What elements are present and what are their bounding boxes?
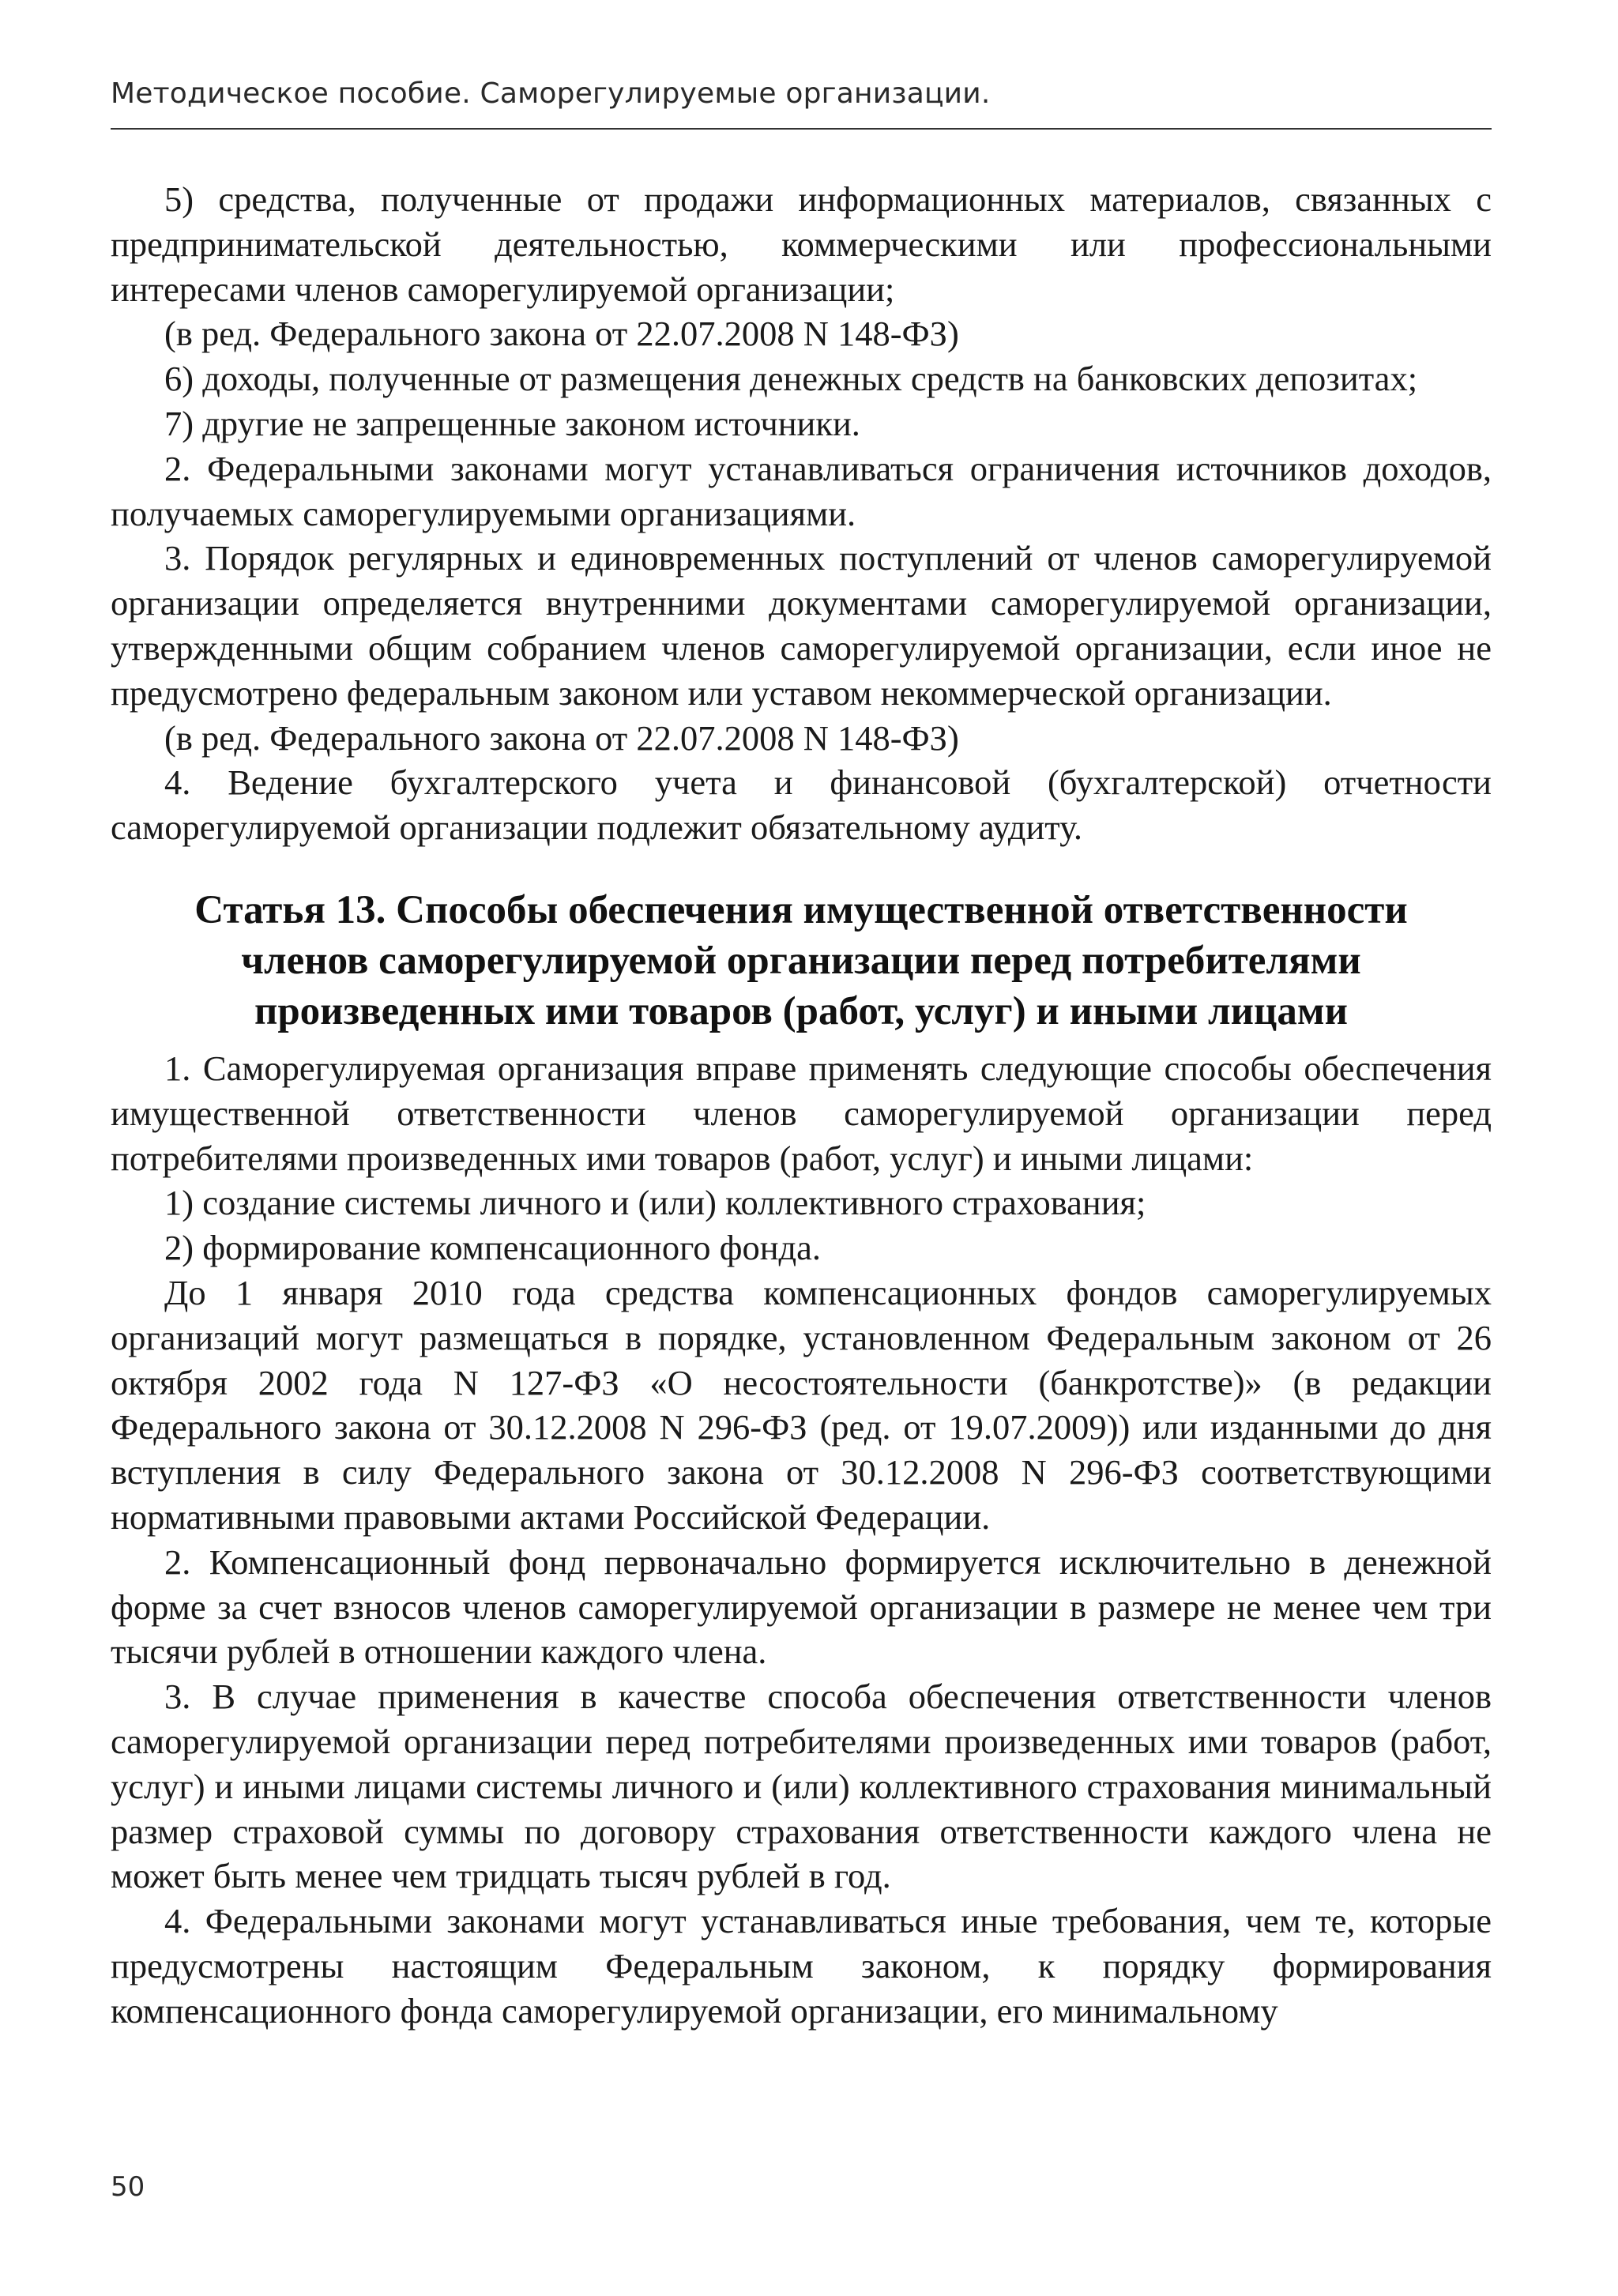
amendment-note: (в ред. Федерального закона от 22.07.2008 N 148-ФЗ) — [164, 717, 959, 758]
paragraph-item-7: 7) другие не запрещенные законом источники. — [164, 403, 860, 443]
article-heading-line: Статья 13. Способы обеспечения имущественной ответственности — [194, 887, 1408, 932]
article-heading-line: произведенных ими товаров (работ, услуг) и иными лицами — [254, 988, 1349, 1033]
amendment-note: (в ред. Федерального закона от 22.07.2008 N 148-ФЗ) — [164, 314, 959, 354]
paragraph-point-3: 3. Порядок регулярных и единовременных поступлений от членов саморегулируемой организации определяется внутренними документами саморегулируемой организации, утвержденными общим собранием членов саморегулируемой организации, если иное не предусмотрено федеральным законом или уставом некоммерческой организации. — [111, 538, 1492, 713]
paragraph-point-4: 4. Федеральными законами могут устанавливаться иные требования, чем те, которые предусмотрены настоящим Федеральным законом, к порядку формирования компенсационного фонда саморегулируемой организации, его минимальному — [111, 1901, 1492, 2031]
page-number: 50 — [111, 2171, 145, 2203]
article-heading — [111, 885, 1492, 1037]
header-rule — [111, 128, 1492, 130]
paragraph-point-2: 2. Федеральными законами могут устанавливаться ограничения источников доходов, получаемых саморегулируемыми организациями. — [111, 448, 1492, 533]
paragraph-item-5: 5) средства, полученные от продажи информационных материалов, связанных с предпринимательской деятельностью, коммерческими или профессиональными интересами членов саморегулируемой организации; — [111, 179, 1492, 309]
article-heading-line: членов саморегулируемой организации перед потребителями — [241, 938, 1361, 983]
paragraph-point-4: 4. Ведение бухгалтерского учета и финансовой (бухгалтерской) отчетности саморегулируемой организации подлежит обязательному аудиту. — [111, 762, 1492, 848]
paragraph-point-1: 1. Саморегулируемая организация вправе применять следующие способы обеспечения имущественной ответственности членов саморегулируемой организации перед потребителями произведенных ими товаров (работ, услуг) и иными лицами: — [111, 1048, 1492, 1178]
paragraph-point-2: 2. Компенсационный фонд первоначально формируется исключительно в денежной форме за счет взносов членов саморегулируемой организации в размере не менее чем три тысячи рублей в отношении каждого члена. — [111, 1541, 1492, 1672]
paragraph-item-6: 6) доходы, полученные от размещения денежных средств на банковских депозитах; — [164, 359, 1418, 399]
paragraph-transitional: До 1 января 2010 года средства компенсационных фондов саморегулируемых организаций могут размещаться в порядке, установленном Федеральным законом от 26 октября 2002 года N 127-ФЗ «О несостоятельности (банкротстве)» (в редакции Федерального закона от 30.12.2008 N 296-ФЗ (ред. от 19.07.2009)) или изданными до дня вступления в силу Федерального закона от 30.12.2008 N 296-ФЗ соответствующими нормативными правовыми актами Российской Федерации. — [111, 1272, 1492, 1537]
paragraph-subitem-2: 2) формирование компенсационного фонда. — [164, 1228, 822, 1268]
paragraph-point-3: 3. В случае применения в качестве способа обеспечения ответственности членов саморегулируемой организации перед потребителями произведенных ими товаров (работ, услуг) и иными лицами системы личного и (или) коллективного страхования минимальный размер страховой суммы по договору страхования ответственности каждого члена не может быть менее чем тридцать тысяч рублей в год. — [111, 1677, 1492, 1896]
running-header: Методическое пособие. Саморегулируемые организации. — [111, 77, 991, 110]
paragraph-subitem-1: 1) создание системы личного и (или) коллективного страхования; — [164, 1183, 1146, 1223]
page-body — [111, 177, 1492, 2033]
